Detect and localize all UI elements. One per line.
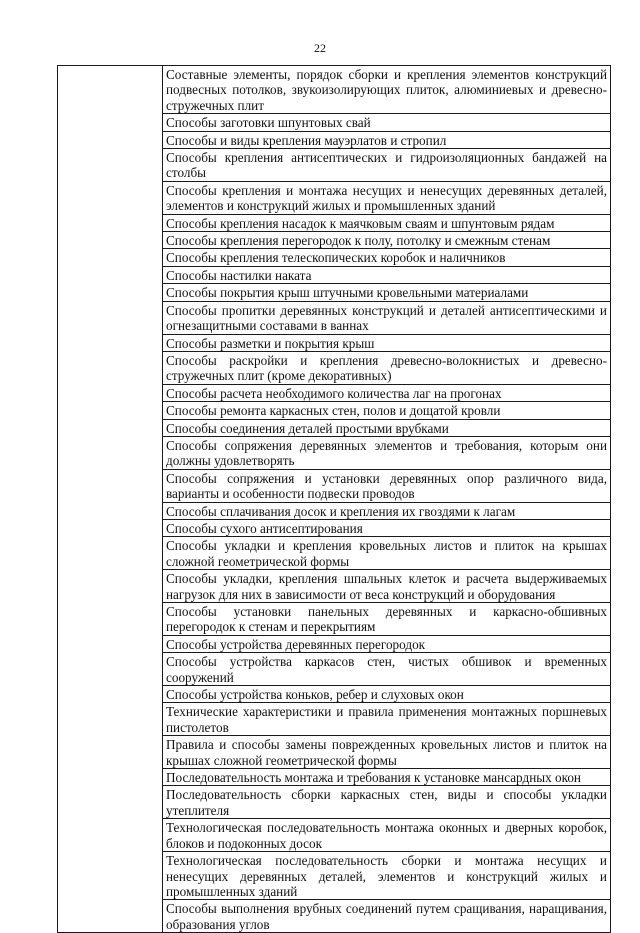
table-body: [58, 66, 611, 933]
requirement-text-cell: Способы выполнения врубных соединений путем сращивания, наращивания, образования углов: [163, 900, 611, 933]
requirement-text-cell: Способы устройства каркасов стен, чистых обшивок и временных сооружений: [163, 653, 611, 686]
requirement-text-cell: Способы и виды крепления мауэрлатов и стропил: [163, 131, 611, 148]
requirement-text-cell: Способы заготовки шпунтовых свай: [163, 114, 611, 131]
requirement-text-cell: Способы установки панельных деревянных и каркасно-обшивных перегородок к стенам и перекрытиям: [163, 603, 611, 636]
requirement-text-cell: Способы сопряжения и установки деревянных опор различного вида, варианты и особенности подвески проводов: [163, 469, 611, 502]
requirement-text-cell: Правила и способы замены поврежденных кровельных листов и плиток на крышах сложной геометрической формы: [163, 736, 611, 769]
requirement-text-cell: Способы разметки и покрытия крыш: [163, 334, 611, 351]
requirement-text-cell: Способы сопряжения деревянных элементов и требования, которым они должны удовлетворять: [163, 436, 611, 469]
requirement-text-cell: Способы крепления насадок к маячковым сваям и шпунтовым рядам: [163, 214, 611, 231]
requirement-text-cell: Способы покрытия крыш штучными кровельными материалами: [163, 284, 611, 301]
requirement-text-cell: Способы настилки наката: [163, 266, 611, 283]
requirement-text-cell: Способы раскройки и крепления древесно-волокнистых и древесно-стружечных плит (кроме декоративных): [163, 351, 611, 384]
requirement-text-cell: Способы сплачивания досок и крепления их гвоздями к лагам: [163, 502, 611, 519]
requirement-text-cell: Последовательность сборки каркасных стен, виды и способы укладки утеплителя: [163, 786, 611, 819]
table-row: [58, 66, 611, 114]
requirement-text-cell: Способы расчета необходимого количества лаг на прогонах: [163, 384, 611, 401]
requirement-text-cell: Способы укладки, крепления шпальных клеток и расчета выдерживаемых нагрузок для них в зависимости от веса конструкций и оборудования: [163, 570, 611, 603]
left-column-cell: [58, 66, 163, 933]
requirement-text-cell: Способы укладки и крепления кровельных листов и плиток на крышах сложной геометрической формы: [163, 537, 611, 570]
requirement-text-cell: Способы сухого антисептирования: [163, 519, 611, 536]
requirement-text-cell: Способы крепления телескопических коробок и наличников: [163, 249, 611, 266]
requirement-text-cell: Способы крепления перегородок к полу, потолку и смежным стенам: [163, 232, 611, 249]
requirement-text-cell: Способы пропитки деревянных конструкций и деталей антисептическими и огнезащитными составами в ваннах: [163, 301, 611, 334]
requirement-text-cell: Последовательность монтажа и требования к установке мансардных окон: [163, 769, 611, 786]
requirement-text-cell: Технологическая последовательность монтажа оконных и дверных коробок, блоков и подоконных досок: [163, 819, 611, 852]
requirement-text-cell: Способы крепления антисептических и гидроизоляционных бандажей на столбы: [163, 149, 611, 182]
requirement-text-cell: Способы соединения деталей простыми врубками: [163, 419, 611, 436]
requirement-text-cell: Способы устройства деревянных перегородок: [163, 635, 611, 652]
requirement-text-cell: Технологическая последовательность сборки и монтажа несущих и ненесущих деревянных деталей, элементов и конструкций жилых и промышленных зданий: [163, 852, 611, 900]
knowledge-table: [57, 65, 611, 933]
page-number: 22: [314, 41, 326, 55]
requirement-text-cell: Способы устройства коньков, ребер и слуховых окон: [163, 686, 611, 703]
requirement-text-cell: Способы крепления и монтажа несущих и ненесущих деревянных деталей, элементов и конструкций жилых и промышленных зданий: [163, 181, 611, 214]
requirement-text-cell: Составные элементы, порядок сборки и крепления элементов конструкций подвесных потолков, звукоизолирующих плиток, алюминиевых и древесно-стружечных плит: [163, 66, 611, 114]
requirement-text-cell: Способы ремонта каркасных стен, полов и дощатой кровли: [163, 402, 611, 419]
requirement-text-cell: Технические характеристики и правила применения монтажных поршневых пистолетов: [163, 703, 611, 736]
